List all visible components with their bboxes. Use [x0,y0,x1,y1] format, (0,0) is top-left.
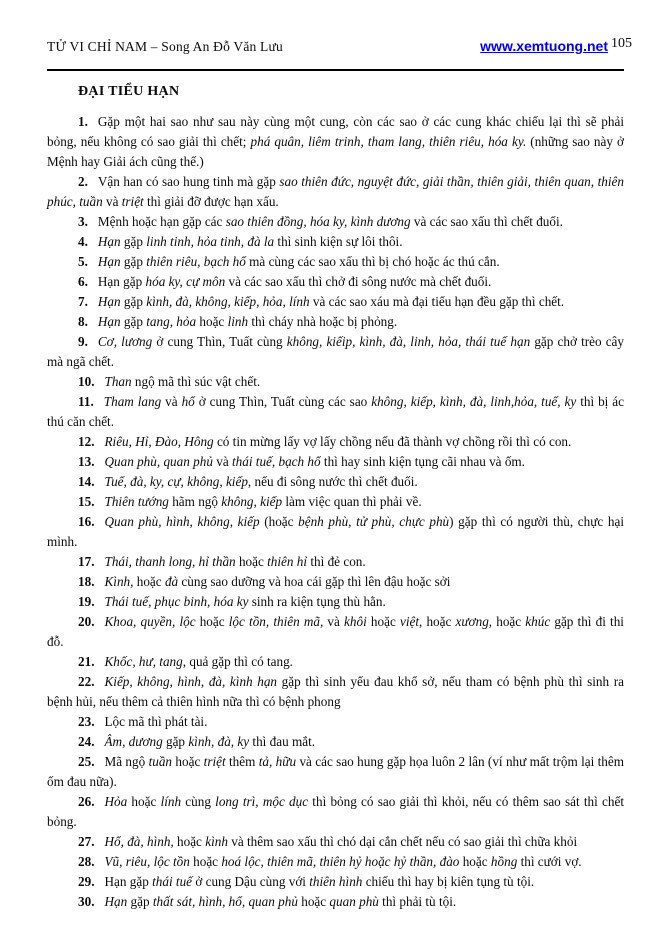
item-text: và [323,614,345,629]
item-number: 27. [78,834,95,849]
item-text: và các sao hung gặp họa luôn 2 lân (ví như mất trộm lại thêm ốm đau nữa). [47,754,624,789]
star-name-italic: Thái tuế, phục binh, hóa ky [104,594,249,609]
item-text: gặp thì sinh yếu đau khổ sở, nếu tham có bệnh phù thì sinh ra bệnh hủi, nếu thêm cả thiên hình nữa thì có bệnh phong [47,674,624,709]
star-name-italic: Than [104,374,132,389]
list-item [47,892,624,912]
list-item [47,172,624,212]
item-text: Gặp một hai sao như sau này cùng một cung, còn các sao ở các cung khác chiếu lại thì sẽ phải bỏng, nếu không có sao giải thì chết; [47,114,624,149]
star-name-italic: bệnh phù, tử phù, chực phù [298,514,450,529]
star-name-italic: linh tinh, hỏa tinh, đà la [146,234,275,249]
item-number: 21. [78,654,95,669]
item-text: hoặc [196,314,228,329]
list-item [47,252,624,272]
item-text: gặp thì đi thi đỗ. [47,614,624,649]
list-item [47,732,624,752]
item-text: Vận han có sao hung tinh mà gặp [97,174,280,189]
list-item [47,592,624,612]
star-name-italic: Kiếp, không, hình, đà, kình hạn [104,674,278,689]
book-title: TỬ VI CHỈ NAM – Song An Đỗ Văn Lưu [47,39,283,54]
item-text: gặp [120,314,147,329]
list-item [47,332,624,372]
star-name-italic: triệt [121,194,144,209]
star-name-italic: hổ [181,394,195,409]
star-name-italic: không, kiếp, kình, đà, linh,hỏa, tuế, ky [371,394,577,409]
star-name-italic: thái tuế, bạch hổ [231,454,321,469]
item-text: và [102,194,122,209]
item-number: 16. [78,514,95,529]
item-number: 2. [78,174,88,189]
star-name-italic: sao thiên đồng, hóa ky, kình dương [225,214,411,229]
star-name-italic: không, kiếip, kình, đà, linh, hỏa, thái tuế hạn [286,334,531,349]
item-text: ngộ mã thì súc vật chết. [131,374,261,389]
star-name-italic: không, kiếp [221,494,283,509]
star-name-italic: Kình, [104,574,134,589]
star-name-italic: đà [164,574,179,589]
item-text: thì bỏng có sao giải thì khỏi, nếu có thêm sao sát thì chết bỏng. [47,794,624,829]
item-text: gặp chở trèo cây mà ngã chết. [47,334,625,369]
list-item [47,492,624,512]
item-text: chiếu thì hay bị kiên tụng tù tội. [362,874,535,889]
star-name-italic: xương [455,614,489,629]
item-text: , hoặc [419,614,456,629]
star-name-italic: hồng [490,854,518,869]
star-name-italic: Quan phù, quan phủ [104,454,213,469]
item-number: 9. [78,334,88,349]
item-number: 8. [78,314,88,329]
item-number: 30. [78,894,95,909]
star-name-italic: hóa ky, cự môn [145,274,226,289]
item-number: 18. [78,574,95,589]
item-number: 22. [78,674,95,689]
item-text: hoặc [172,754,204,769]
star-name-italic: triệt [203,754,226,769]
list-item [47,712,624,732]
star-name-italic: việt [399,614,420,629]
star-name-italic: Tham lang [103,394,162,409]
item-text: có tin mừng lấy vợ lấy chồng nếu đã thành vợ chồng rồi thì có con. [213,434,572,449]
list-item [47,672,624,712]
item-text: và các sao xáu mà đại tiểu hạn đều gặp thì chết. [309,294,565,309]
list-item [47,872,624,892]
item-text: hoặc [133,574,165,589]
item-text: gặp [127,894,153,909]
list-item [47,272,624,292]
list-item [47,212,624,232]
star-name-italic: Khoa, quyền, lộc [104,614,196,629]
item-text: thì sinh kiện sự lôi thôi. [274,234,403,249]
star-name-italic: kình, đà, không, kiếp, hỏa, lính [146,294,310,309]
list-item [47,572,624,592]
page-number: 105 [611,36,632,51]
item-text: và các sao xấu thì chở đi sông nước mà chết đuối. [225,274,492,289]
item-text: và [212,454,232,469]
list-item [47,292,624,312]
item-text: gặp [162,734,189,749]
item-text: ở cung Dậu cùng với [192,874,310,889]
star-name-italic: tang, hỏa [146,314,197,329]
star-name-italic: Hạn [97,314,121,329]
page-header [47,36,632,56]
item-text: hoặc [366,614,400,629]
list-item [47,372,624,392]
item-text: hoặc [173,834,206,849]
item-text: thì bị ác thú căn chết. [47,394,625,429]
star-name-italic: Hạn [97,294,121,309]
item-text: hoặc [195,614,229,629]
item-text: và thêm sao xấu thì chó dại cắn chết nếu có sao giải thì chữa khỏi [227,834,578,849]
star-name-italic: lộc tồn, thiên mã, [228,614,324,629]
star-name-italic: thiên hình [309,874,363,889]
item-number: 28. [78,854,95,869]
star-name-italic: Vũ, riêu, lộc tồn [104,854,190,869]
item-text: Hạn gặp [104,874,153,889]
list-item [47,312,624,332]
item-number: 19. [78,594,95,609]
item-number: 14. [78,474,95,489]
item-number: 4. [78,234,88,249]
star-name-italic: khôi [344,614,367,629]
list-item [47,852,624,872]
item-text: gặp [120,234,147,249]
item-text: hoặc [459,854,491,869]
item-number: 6. [78,274,88,289]
item-text: thì phải tù tội. [378,894,457,909]
star-name-italic: khúc [525,614,551,629]
star-name-italic: Khốc, hư, tang [104,654,183,669]
item-text: ở cung Thìn, Tuất cùng các sao [194,394,372,409]
item-number: 23. [78,714,95,729]
star-name-italic: Âm, dương [104,734,163,749]
list-item [47,652,624,672]
star-name-italic: tuần [148,754,173,769]
item-number: 5. [78,254,88,269]
star-name-italic: thiên riêu, bạch hổ [146,254,246,269]
item-text: hãm ngộ [168,494,222,509]
item-number: 12. [78,434,95,449]
list-item [47,832,624,852]
star-name-italic: Hỏa [104,794,128,809]
item-text: hoặc [127,794,161,809]
star-name-italic: kình [205,834,228,849]
item-number: 25. [78,754,95,769]
list-item [47,612,624,652]
item-text: và các sao xấu thì chết đuối. [410,214,563,229]
star-name-italic: Hạn [97,234,121,249]
list-item [47,392,624,432]
star-name-italic: Cơ, lương [97,334,153,349]
star-name-italic: Tuế, đà, ky, cự, không, kiếp [104,474,248,489]
website-link[interactable]: www.xemtuong.net [480,38,608,54]
list-item [47,792,624,832]
list-item [47,432,624,452]
item-text: ) gặp thì có người thù, chực hại mình. [47,514,624,549]
item-number: 3. [78,214,88,229]
star-name-italic: thái tuế [152,874,193,889]
star-name-italic: Hổ, đà, hình, [104,834,174,849]
item-number: 17. [78,554,95,569]
item-number: 1. [78,114,88,129]
item-text: Mã ngộ [104,754,149,769]
item-number: 29. [78,874,95,889]
star-name-italic: kình, đà, ky [188,734,250,749]
star-name-italic: Hạn [97,254,121,269]
list-item [47,552,624,572]
item-text: gặp [120,254,147,269]
star-name-italic: Thái, thanh long, hỉ thần [104,554,236,569]
item-text: ở cung Thìn, Tuất cùng [152,334,287,349]
star-name-italic: long trì, mộc dục [215,794,309,809]
item-number: 11. [78,394,94,409]
item-text: cùng sao dưỡng và hoa cái gặp thì lên đậu hoặc sởi [178,574,451,589]
star-name-italic: Thiên tướng [104,494,169,509]
star-name-italic: Hạn [104,894,128,909]
item-text: , nếu đi sông nước thì chết đuối. [247,474,418,489]
star-name-italic: hoá lộc, thiên mã, thiên hỷ hoặc hỷ thần, đào [221,854,460,869]
list-item [47,472,624,492]
header-right [480,36,632,56]
item-text: thì giải đỡ được hạn xấu. [143,194,279,209]
star-name-italic: quan phù [329,894,379,909]
item-text: mà cùng các sao xấu thì bị chó hoặc ác thú cắn. [245,254,500,269]
star-name-italic: thất sát, hình, hổ, quan phủ [152,894,298,909]
numbered-list [47,112,624,912]
item-text: làm việc quan thì phải về. [282,494,422,509]
item-text: hoặc [235,554,268,569]
item-text: hoặc [297,894,330,909]
list-item [47,752,624,792]
item-text: thì cháy nhà hoặc bị phỏng. [248,314,398,329]
item-text: (những sao này ở Mệnh hay Giải ách cũng thế.) [47,134,624,169]
item-number: 13. [78,454,95,469]
star-name-italic: tả, hữu [258,754,297,769]
item-text: hoặc [189,854,222,869]
star-name-italic: linh [227,314,249,329]
item-number: 20. [78,614,95,629]
star-name-italic: Riêu, Hỉ, Đào, Hông [104,434,214,449]
item-text: , quả gặp thì có tang. [182,654,293,669]
item-number: 24. [78,734,95,749]
item-text: thì hay sinh kiện tụng cãi nhau và ốm. [320,454,525,469]
header-divider [47,69,624,71]
item-number: 26. [78,794,95,809]
item-text: (hoặc [259,514,299,529]
item-text: thì đẻ con. [307,554,366,569]
star-name-italic: phá quân, liêm trinh, tham lang, thiên riêu, hóa ky. [250,134,527,149]
item-text: Hạn gặp [97,274,146,289]
item-text: thì cưới vợ. [517,854,582,869]
item-text: , hoặc [488,614,526,629]
item-text: thêm [225,754,259,769]
item-text: cùng [181,794,216,809]
list-item [47,112,624,172]
item-text: sinh ra kiện tụng thù hằn. [248,594,386,609]
list-item [47,452,624,472]
item-number: 10. [78,374,95,389]
list-item [47,232,624,252]
section-title: ĐẠI TIỂU HẠN [78,84,180,99]
star-name-italic: lính [160,794,182,809]
item-text: thì đau mắt. [249,734,316,749]
item-text: Lộc mã thì phát tài. [104,714,208,729]
star-name-italic: Quan phù, hình, không, kiếp [104,514,260,529]
item-text: và [161,394,182,409]
star-name-italic: sao thiên đức, nguyệt đức, giải thần, thiên giải, thiên quan, thiên phúc, tuần [47,174,624,209]
item-text: gặp [120,294,147,309]
list-item [47,512,624,552]
star-name-italic: thiên hỉ [267,554,308,569]
item-number: 7. [78,294,88,309]
item-text: Mệnh hoặc hạn gặp các [97,214,226,229]
item-number: 15. [78,494,95,509]
